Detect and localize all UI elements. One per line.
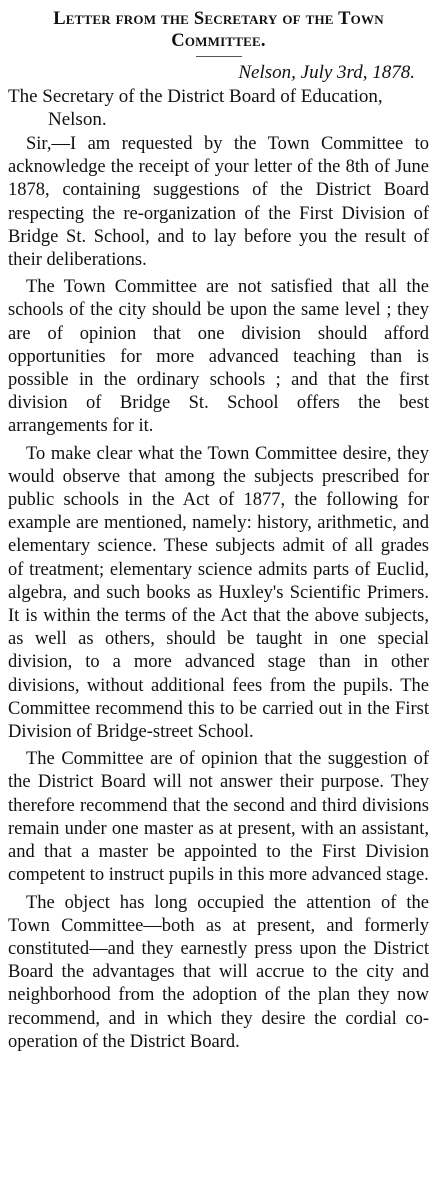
paragraph-1: Sir,—I am requested by the Town Committee to acknowledge the receipt of your letter of the 8th of June 1878, containing suggestions of the District Board respecting the re-organization of the First Division of Bridge St. School, and to lay before you the result of their deliberations. [8, 134, 429, 271]
headline-line-2: Committee. [171, 31, 266, 51]
paragraph-3: To make clear what the Town Committee desire, they would observe that among the subjects prescribed for public schools in the Act of 1877, the following for example are mentioned, namely: history, arithmetic, and elementary science. These subjects admit of all grades of treatment; elementary science admits parts of Euclid, algebra, and such books as Huxley's Scientific Primers. It is within the terms of the Act that the above subjects, as well as others, should be taught in one special division, to a more advanced stage than in other divisions, without additional fees from the pupils. The Committee recommend this to be carried out in the First Division of Bridge-street School. [8, 443, 429, 743]
paragraph-4: The Committee are of opinion that the suggestion of the District Board will not answer their purpose. They therefore recommend that the second and third divisions remain under one master as at present, with an assistant, and that a master be appointed to the First Division competent to instruct pupils in this more advanced stage. [8, 749, 429, 886]
headline [8, 8, 429, 52]
dateline: Nelson, July 3rd, 1878. [238, 62, 415, 83]
paragraph-5: The object has long occupied the attention of the Town Committee—both as at present, and formerly constituted—and they earnestly press upon the District Board the advantages that will accrue to the city and neighborhood from the adoption of the plan they now recommend, and in which they desire the cordial co-operation of the District Board. [8, 892, 429, 1052]
addressee: The Secretary of the District Board of Education, Nelson. [8, 86, 383, 130]
headline-line-1: Letter from the Secretary of the Town [53, 9, 384, 29]
headline-rule [196, 56, 242, 57]
paragraph-2: The Town Committee are not satisfied that all the schools of the city should be upon the same level ; they are of opinion that one division should afford opportunities for more advanced teaching than is possible in the ordinary schools ; and that the first division of Bridge St. School offers the best arrangements for it. [8, 277, 429, 437]
